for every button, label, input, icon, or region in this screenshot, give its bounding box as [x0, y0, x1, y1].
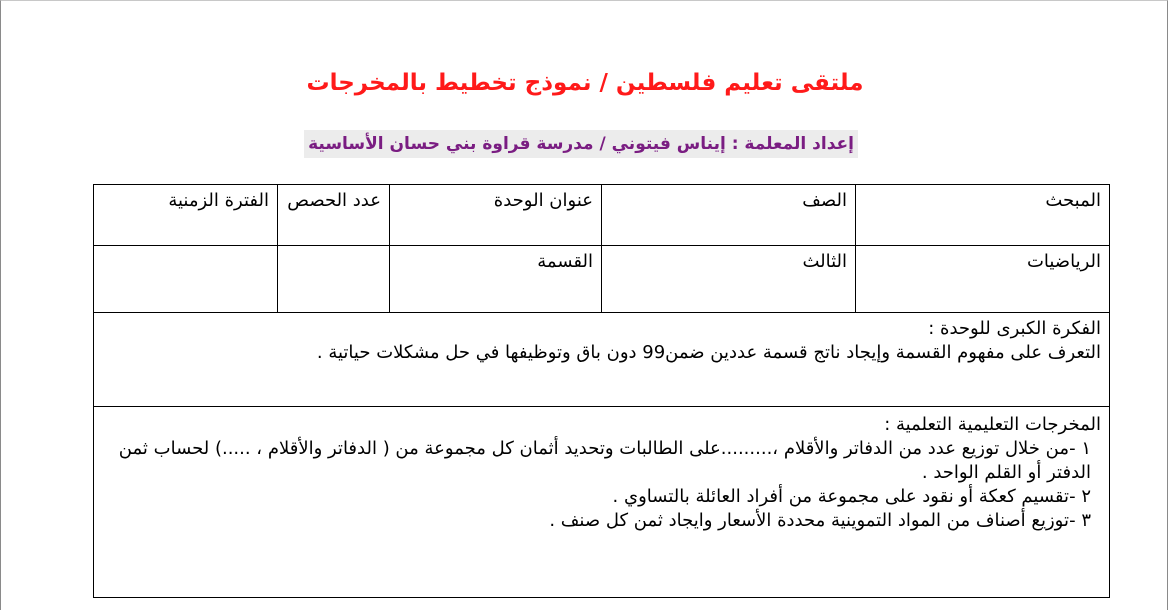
document-subtitle: إعداد المعلمة : إيناس فيتوني / مدرسة قراوة بني حسان الأساسية	[304, 130, 858, 158]
big-idea-text: التعرف على مفهوم القسمة وإيجاد ناتج قسمة عددين ضمن99 دون باق وتوظيفها في حل مشكلات حياتية .	[316, 342, 1101, 363]
outcomes-row	[94, 407, 1110, 598]
value-time-period	[94, 246, 278, 313]
header-subject: المبحث	[856, 185, 1110, 246]
big-idea-cell	[94, 313, 1110, 407]
outcome-item	[102, 485, 1101, 509]
value-unit-title: القسمة	[390, 246, 602, 313]
planning-table-wrapper	[94, 184, 1110, 598]
outcome-item	[102, 509, 1101, 533]
planning-table	[93, 184, 1110, 598]
header-row	[94, 185, 1110, 246]
value-grade: الثالث	[602, 246, 856, 313]
outcome-number: ٣ -	[1069, 510, 1091, 531]
outcome-text: تقسيم كعكة أو نقود على مجموعة من أفراد العائلة بالتساوي .	[612, 486, 1069, 507]
outcomes-heading: المخرجات التعليمية التعلمية :	[884, 414, 1101, 435]
document-title: ملتقى تعليم فلسطين / نموذج تخطيط بالمخرجات	[306, 70, 864, 96]
header-time-period: الفترة الزمنية	[94, 185, 278, 246]
header-grade: الصف	[602, 185, 856, 246]
big-idea-heading: الفكرة الكبرى للوحدة :	[928, 318, 1101, 339]
big-idea-row	[94, 313, 1110, 407]
outcome-text: توزيع أصناف من المواد التموينية محددة الأسعار وايجاد ثمن كل صنف .	[549, 510, 1069, 531]
value-subject: الرياضيات	[856, 246, 1110, 313]
value-lessons-count	[278, 246, 390, 313]
outcome-number: ١ -	[1069, 438, 1091, 459]
outcome-text: من خلال توزيع عدد من الدفاتر والأقلام ،.........على الطالبات وتحديد أثمان كل مجموعة من ( الدفاتر والأقلام ، .....) لحساب ثمن الدفتر أو القلم الواحد .	[118, 438, 1091, 483]
values-row	[94, 246, 1110, 313]
header-lessons-count: عدد الحصص	[278, 185, 390, 246]
header-unit-title: عنوان الوحدة	[390, 185, 602, 246]
outcomes-cell	[94, 407, 1110, 598]
outcome-number: ٢ -	[1069, 486, 1091, 507]
outcome-item	[102, 437, 1101, 485]
